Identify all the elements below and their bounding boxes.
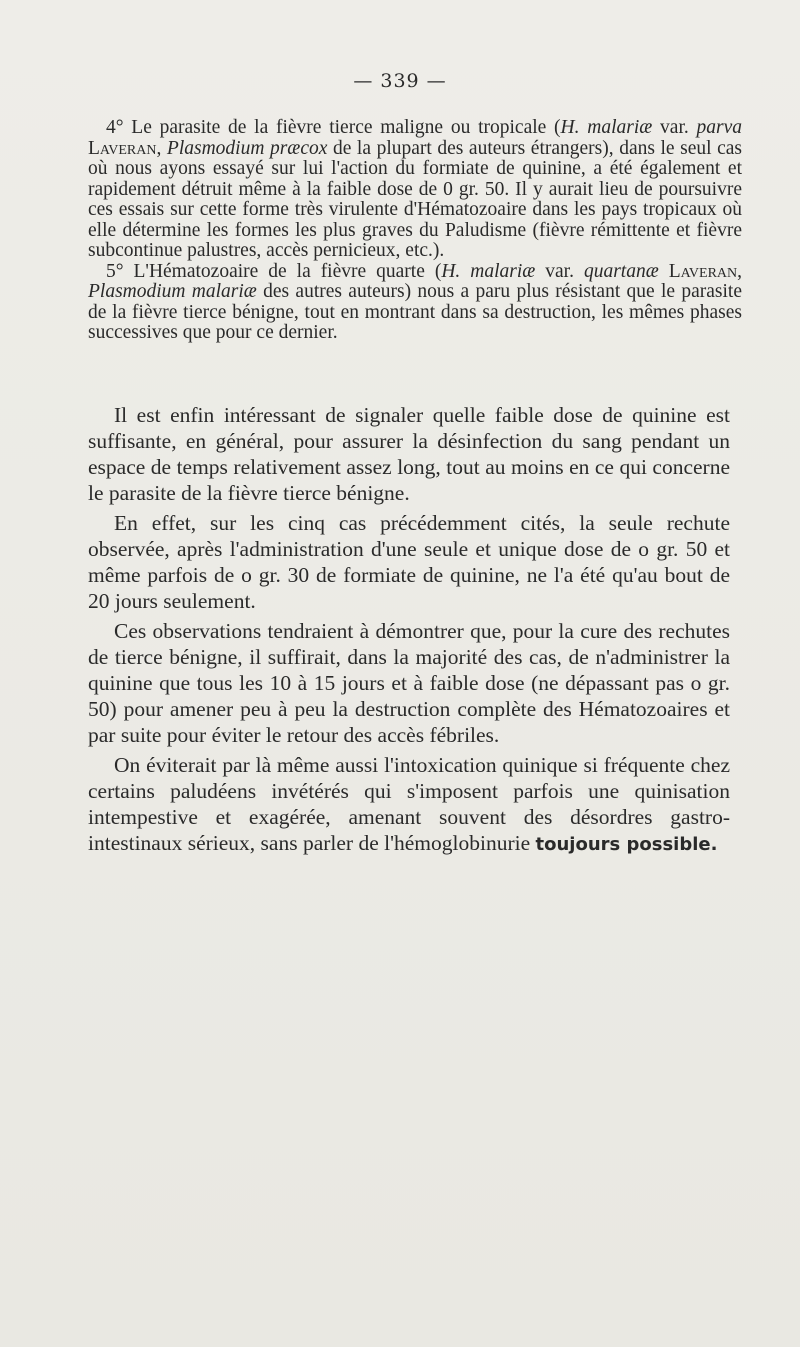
paragraph-5 [88,262,742,344]
text-run: 5° L'Hématozoaire de la fièvre quarte ( [106,260,442,282]
italic-run: Plasmodium malariæ [88,281,257,302]
paragraph-body: Ces observations tendraient à démontrer que, pour la cure des rechutes de tierce bénigne, il suffirait, dans la majorité des cas, de n'administrer la quinine que tous les 10 à 15 jours et à faible dose (ne dépassant pas o gr. 50) pour amener peu à peu la destruction complète des Hématozoaires et par suite pour éviter le retour des accès fébriles. [88,619,730,747]
text-run: var. [652,117,697,138]
text-run: des autres auteurs) nous a paru plus résistant que le parasite de la fièvre tierce bénigne, tout en montrant dans sa destruction, les mêmes phases successives que pour ce dernier. [88,281,743,343]
italic-run: H. malariæ [441,260,536,282]
author-name: Laveran [668,260,738,282]
author-name: Laveran [88,137,157,159]
page-number: — 339 — [353,70,447,92]
text-run: var. [535,260,584,282]
italic-run: quartanæ [583,260,659,282]
main-section [88,402,730,862]
paragraph-final [88,752,730,858]
italic-run: Plasmodium præcox [166,137,328,159]
text-run: , [156,137,167,159]
text-run: , [737,260,743,282]
italic-run: H. malariæ [560,117,653,138]
text-run: On éviterait par là même aussi l'intoxication quinique si fréquente chez certains paludéens invétérés qui s'imposent parfois une quinisation intempestive et exagérée, amenant souvent des désordres gastro-intestinaux sérieux, sans parler de l'hémoglobinurie [88,753,730,855]
text-run [659,261,669,282]
bold-run: toujours possible. [535,834,718,855]
paragraph-4 [88,118,742,262]
paragraph-body: En effet, sur les cinq cas précédemment cités, la seule rechute observée, après l'administration d'une seule et unique dose de o gr. 50 et même parfois de o gr. 30 de formiate de quinine, ne l'a été qu'au bout de 20 jours seulement. [88,511,730,613]
italic-run: parva [696,117,742,138]
note-section [88,118,742,344]
text-run: 4° Le parasite de la fièvre tierce maligne ou tropicale ( [106,117,561,138]
text-run: de la plupart des auteurs étrangers), dans le seul cas où nous ayons essayé sur lui l'action du formiate de quinine, a été également et rapidement détruit même à la faible dose de 0 gr. 50. Il y aurait lieu de poursuivre ces essais sur cette forme très virulente d'Hématozoaire dans les pays tropicaux où elle détermine les formes les plus graves du Paludisme (fièvre rémittente et fièvre subcontinue palustres, accès pernicieux, etc.). [88,137,743,261]
paragraph-body: Il est enfin intéressant de signaler quelle faible dose de quinine est suffisante, en général, pour assurer la désinfection du sang pendant un espace de temps relativement assez long, tout au moins en ce qui concerne le parasite de la fièvre tierce bénigne. [88,403,730,505]
